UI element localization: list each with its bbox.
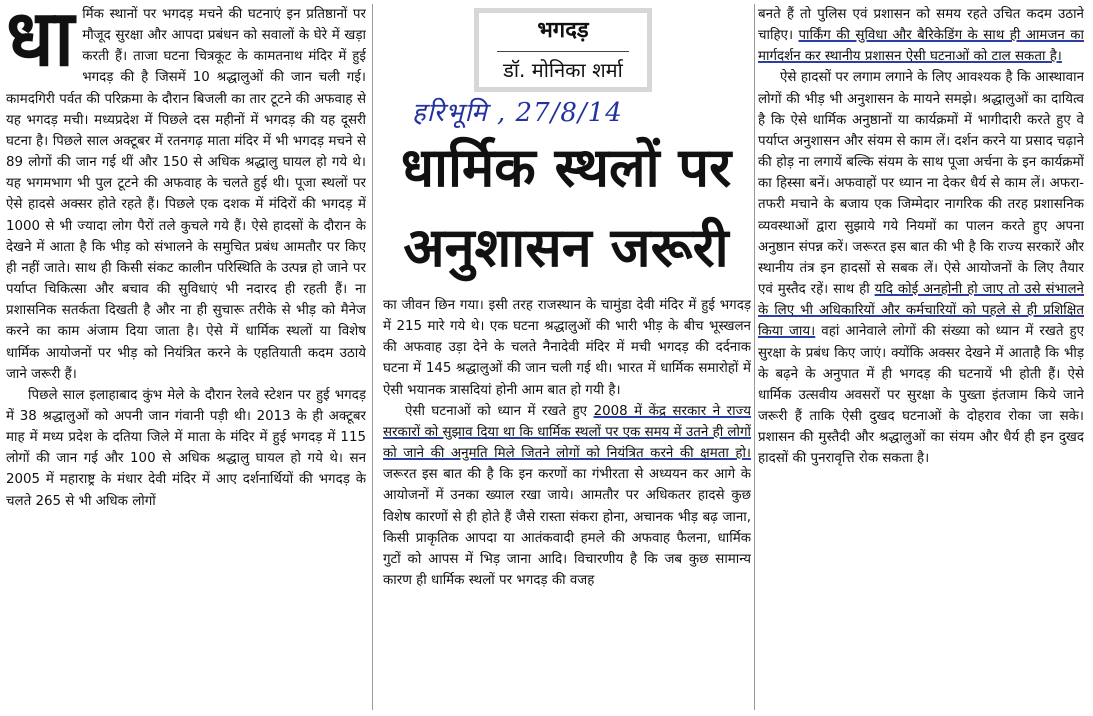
col3-paragraph-1 bbox=[758, 4, 1084, 67]
col1-paragraph-2: पिछले साल इलाहाबाद कुंभ मेले के दौरान रेलवे स्टेशन पर हुई भगदड़ में 38 श्रद्धालुओं को अपनी जान गंवानी पड़ी थी। 2013 के ही अक्टूबर माह में मध्य प्रदेश के दतिया जिले में माता के मंदिर में हुई भगदड़ में 115 लोगों की जान गई और 100 से अधिक श्रद्धालु घायल हो गये थे। सन 2005 में महाराष्ट्र के मंधार देवी मंदिर में आए दर्शनार्थियों की भगदड़ के चलते 265 से भी अधिक लोगों bbox=[6, 387, 366, 509]
col1-paragraph-1 bbox=[6, 4, 366, 385]
column-1 bbox=[6, 4, 366, 712]
section-kicker: भगदड़ bbox=[537, 18, 589, 43]
kicker-divider bbox=[497, 51, 629, 52]
col2-paragraph-2-lead: ऐसी घटनाओं को ध्यान में रखते हुए bbox=[405, 403, 594, 419]
article-header-box bbox=[474, 8, 652, 92]
column-3 bbox=[758, 4, 1084, 712]
handwritten-note: हरिभूमि , 27/8/14 bbox=[412, 98, 623, 128]
column-divider bbox=[372, 4, 373, 710]
underlined-passage: पार्किंग की सुविधा और बैरिकेडिंग के साथ ही आमजन का मार्गदर्शन कर स्थानीय प्रशासन ऐसी घटनाओं को टाल सकता है। bbox=[758, 28, 1084, 65]
col3-paragraph-2 bbox=[758, 67, 1084, 469]
underlined-passage: यदि कोई अनहोनी हो जाए तो उसे संभालने के लिए भी अधिकारियों और कर्मचारियों को पहले से ही प्रशिक्षित किया जाय। bbox=[758, 282, 1084, 340]
col2-paragraph-2-rest: जरूरत इस बात की है कि इन करणों का गंभीरता से अध्ययन कर आगे के आयोजनों में उनका ख्याल रखा जाये। आमतौर पर अधिकतर हादसे कुछ विशेष कारणों से ही होते हैं जैसे रास्ता संकरा होना, अचानक भीड़ बढ़ जाना, किसी प्राकृतिक आपदा या आतंकवादी हमले की अफवाह फैलना, धार्मिक गुटों को आपस में भिड़ जाना आदि। विचारणीय है कि जब कुछ सामान्य कारण ही धार्मिक स्थलों पर भगदड़ की वजह bbox=[383, 467, 751, 589]
headline-line-1: धार्मिक स्थलों पर bbox=[400, 136, 732, 199]
col2-paragraph-2 bbox=[383, 401, 751, 591]
drop-cap: धा bbox=[6, 4, 75, 84]
col3-paragraph-2-rest: वहां आनेवाले लोगों की संख्या को ध्यान में रखते हुए सुरक्षा के प्रबंध किए जाएं। क्योंकि अक्सर देखने में आताहै कि भीड़ के बढ़ने के अनुपात में ही भगदड़ की घटनायें भी होती हैं। ऐसे धार्मिक उत्सवीय अवसरों पर सुरक्षा के पुख्ता इंतजाम किये जाने जरूरी हैं ताकि ऐसी दुखद घटनाओं के दोहराव रोका जा सके। प्रशासन की मुस्तैदी और श्रद्धालुओं का संयम और धैर्य ही इन दुखद हादसों की पुनरावृत्ति रोक सकता है। bbox=[758, 324, 1084, 467]
author-byline: डॉ. मोनिका शर्मा bbox=[503, 58, 623, 82]
col1-paragraph-1-text: र्मिक स्थानों पर भगदड़ मचने की घटनाएं इन प्रतिष्ठानों पर मौजूद सुरक्षा और आपदा प्रबंधन को सवालों के घेरे में खड़ा करती हैं। ताजा घटना चित्रकूट के कामतनाथ मंदिर में हुई भगदड़ की है जिसमें 10 श्रद्धालुओं की जान चली गई। कामदगिरी पर्वत की परिक्रमा के दौरान बिजली का तार टूटने की अफवाह से यह भगदड़ मची। मध्यप्रदेश में पिछले दस महीनों में भगदड़ की यह दूसरी घटना है। पिछले साल अक्टूबर में रतनगढ़ माता मंदिर में भी भगदड़ मचने से 89 लोगों की जान गई थीं और 150 से अधिक श्रद्धालु घायल हो गये थे। यह भगमभाग भी पुल टूटने की अफवाह के चलते हुई थी। पूजा स्थलों पर ऐसे हादसे अक्सर होते रहते हैं। पिछले एक दशक में मंदिरों की भगदड़ में 1000 से भी ज्यादा लोग पैरों तले कुचले गये हैं। ऐसे हादसों के दौरान के देखने में आता है कि भीड़ को संभालने के समुचित प्रबंध आमतौर पर किए ही नहीं जाते। साथ ही किसी संकट कालीन परिस्थिति के उत्पन्न हो जाने पर पर्याप्त चिकित्सा और बचाव की सुविधाएं भी नदारद ही रहती हैं। ना प्रशासनिक सतर्कता दिखती है और ना ही सुचारू तरीके से भीड़ को मैनेज करने का काम अंजाम दिया जाता है। ऐसे में धार्मिक स्थलों या विशेष धार्मिक आयोजनों पर भीड़ को नियंत्रित करने के एहतियाती कदम उठाये जाने जरूरी हैं। bbox=[6, 7, 366, 382]
column-2 bbox=[383, 295, 751, 711]
col3-paragraph-1-lead: बनते हैं तो पुलिस एवं प्रशासन को समय रहते उचित कदम उठाने चाहिए। bbox=[758, 7, 1084, 44]
underlined-passage: 2008 में केंद्र सरकार ने राज्य सरकारों को सुझाव दिया था कि धार्मिक स्थलों पर एक समय में उतने ही लोगों को जाने की अनुमति मिले जितने लोगों को नियंत्रित करने की क्षमता हो। bbox=[383, 403, 751, 462]
headline bbox=[380, 128, 752, 288]
col2-paragraph-1: का जीवन छिन गया। इसी तरह राजस्थान के चामुंडा देवी मंदिर में हुई भगदड़ में 215 मारे गये थे। एक घटना श्रद्धालुओं की भारी भीड़ के बीच भूस्खलन की अफवाह उड़ा देने के चलते नैनादेवी मंदिर में मची भगदड़ की दर्दनाक घटना में 145 श्रद्धालुओं की जान चली गई थी। भारत में धार्मिक समारोहों में ऐसी भयानक त्रासदियां होनी आम बात हो गयी है। bbox=[383, 298, 751, 398]
col3-paragraph-2-lead: ऐसे हादसों पर लगाम लगाने के लिए आवश्यक है कि आस्थावान लोगों की भीड़ भी अनुशासन के मायने समझे। श्रद्धालुओं का दायित्व है कि ऐसे धार्मिक अनुष्ठानों या कार्यक्रमों में भागीदारी करते हुए वे पर्याप्त अनुशासन और संयम से काम लें। दर्शन करने या प्रसाद चढ़ाने की होड़ ना लगायें बल्कि संयम के साथ पूजा अर्चना के इन कार्यक्रमों का हिस्सा बनें। अफवाहों पर ध्यान ना देकर धैर्य से काम लें। अफरा-तफरी मचाने के बजाय एक जिम्मेदार नागरिक की तरह प्रशासनिक व्यवस्थाओं द्वारा सुझाये गये नियमों का पालन करते हुए अपना अनुष्ठान संपन्न करें। जरूरत इस बात की भी है कि राज्य सरकारें और स्थानीय तंत्र इन हादसों से सबक लें। ऐसे आयोजनों के लिए तैयार एवं मुस्तैद रहें। साथ ही bbox=[758, 70, 1084, 298]
headline-line-2: अनुशासन जरूरी bbox=[403, 216, 729, 279]
column-divider bbox=[754, 4, 755, 710]
